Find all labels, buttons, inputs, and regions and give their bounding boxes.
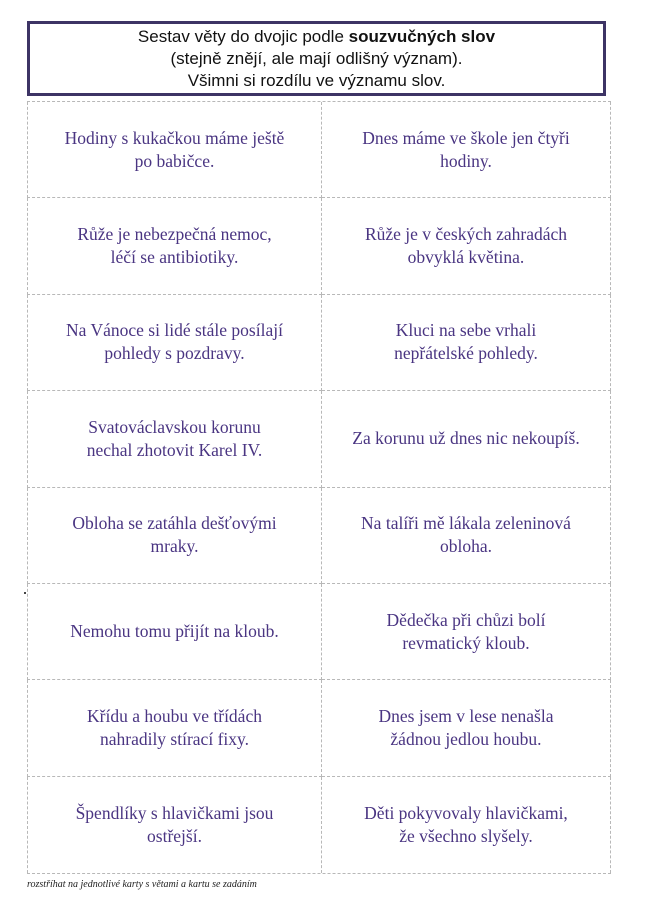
sentence-card-3-right (322, 295, 611, 391)
instruction-line-1 (138, 26, 495, 48)
card-text-line: nepřátelské pohledy. (394, 343, 538, 364)
sentence-card-5-right (322, 488, 611, 584)
card-text-line: obloha. (439, 536, 492, 557)
sentence-card-7-left (27, 680, 322, 776)
card-text-line: Za korunu už dnes nic nekoupíš. (352, 428, 580, 449)
sentence-card-4-left (27, 391, 322, 487)
sentence-card-6-left (27, 584, 322, 680)
card-text-line: ostřejší. (147, 825, 202, 846)
card-text-line: Nemohu tomu přijít na kloub. (70, 621, 279, 642)
card-text-line: Dnes jsem v lese nenašla (378, 705, 554, 726)
instruction-line-2: (stejně znějí, ale mají odlišný význam). (170, 48, 463, 68)
footer-note: rozstříhat na jednotlivé karty s větami a kartu se zadáním (27, 879, 257, 890)
card-text-line: nechal zhotovit Karel IV. (86, 439, 263, 460)
card-text-line: hodiny. (440, 150, 492, 171)
instruction-card (27, 21, 606, 96)
sentence-card-7-right (322, 680, 611, 776)
sentence-card-2-right (322, 198, 611, 294)
scan-speck (24, 592, 26, 594)
sentence-card-4-right (322, 391, 611, 487)
card-text-line: mraky. (150, 536, 199, 557)
card-text-line: Špendlíky s hlavičkami jsou (75, 802, 274, 823)
card-text-line: Na talíři mě lákala zeleninová (361, 513, 571, 534)
instruction-line-1-text: Sestav věty do dvojic podle (137, 26, 349, 46)
card-text-line: Hodiny s kukačkou máme ještě (64, 127, 285, 148)
instruction-keyword: souzvučných slov (348, 26, 496, 46)
card-text-line: obvyklá květina. (407, 247, 525, 268)
sentence-card-6-right (322, 584, 611, 680)
card-text-line: pohledy s pozdravy. (104, 343, 245, 364)
sentence-card-5-left (27, 488, 322, 584)
card-text-line: Růže je v českých zahradách (364, 224, 568, 245)
sentence-card-8-left (27, 777, 322, 873)
card-text-line: Dědečka při chůzi bolí (386, 609, 546, 630)
card-text-line: Na Vánoce si lidé stále posílají (66, 320, 283, 341)
card-text-line: Svatováclavskou korunu (88, 416, 261, 437)
card-text-line: Křídu a houbu ve třídách (87, 705, 262, 726)
card-text-line: Růže je nebezpečná nemoc, (77, 224, 272, 245)
sentence-card-8-right (322, 777, 611, 873)
card-text-line: Kluci na sebe vrhali (395, 320, 537, 341)
card-text-line: žádnou jedlou houbu. (390, 728, 542, 749)
sentence-card-1-left (27, 102, 322, 198)
card-text-line: nahradily stírací fixy. (99, 728, 249, 749)
card-text-line: po babičce. (134, 150, 215, 171)
card-text-line: revmatický kloub. (402, 632, 530, 653)
card-text-line: Dnes máme ve škole jen čtyři (362, 127, 570, 148)
card-text-line: Obloha se zatáhla dešťovými (72, 513, 277, 534)
sentence-card-grid (27, 101, 611, 874)
card-text-line: Děti pokyvovaly hlavičkami, (364, 802, 568, 823)
card-text-line: léčí se antibiotiky. (110, 247, 239, 268)
instruction-line-3: Všimni si rozdílu ve významu slov. (187, 70, 446, 90)
sentence-card-3-left (27, 295, 322, 391)
sentence-card-1-right (322, 102, 611, 198)
sentence-card-2-left (27, 198, 322, 294)
card-text-line: že všechno slyšely. (399, 825, 533, 846)
